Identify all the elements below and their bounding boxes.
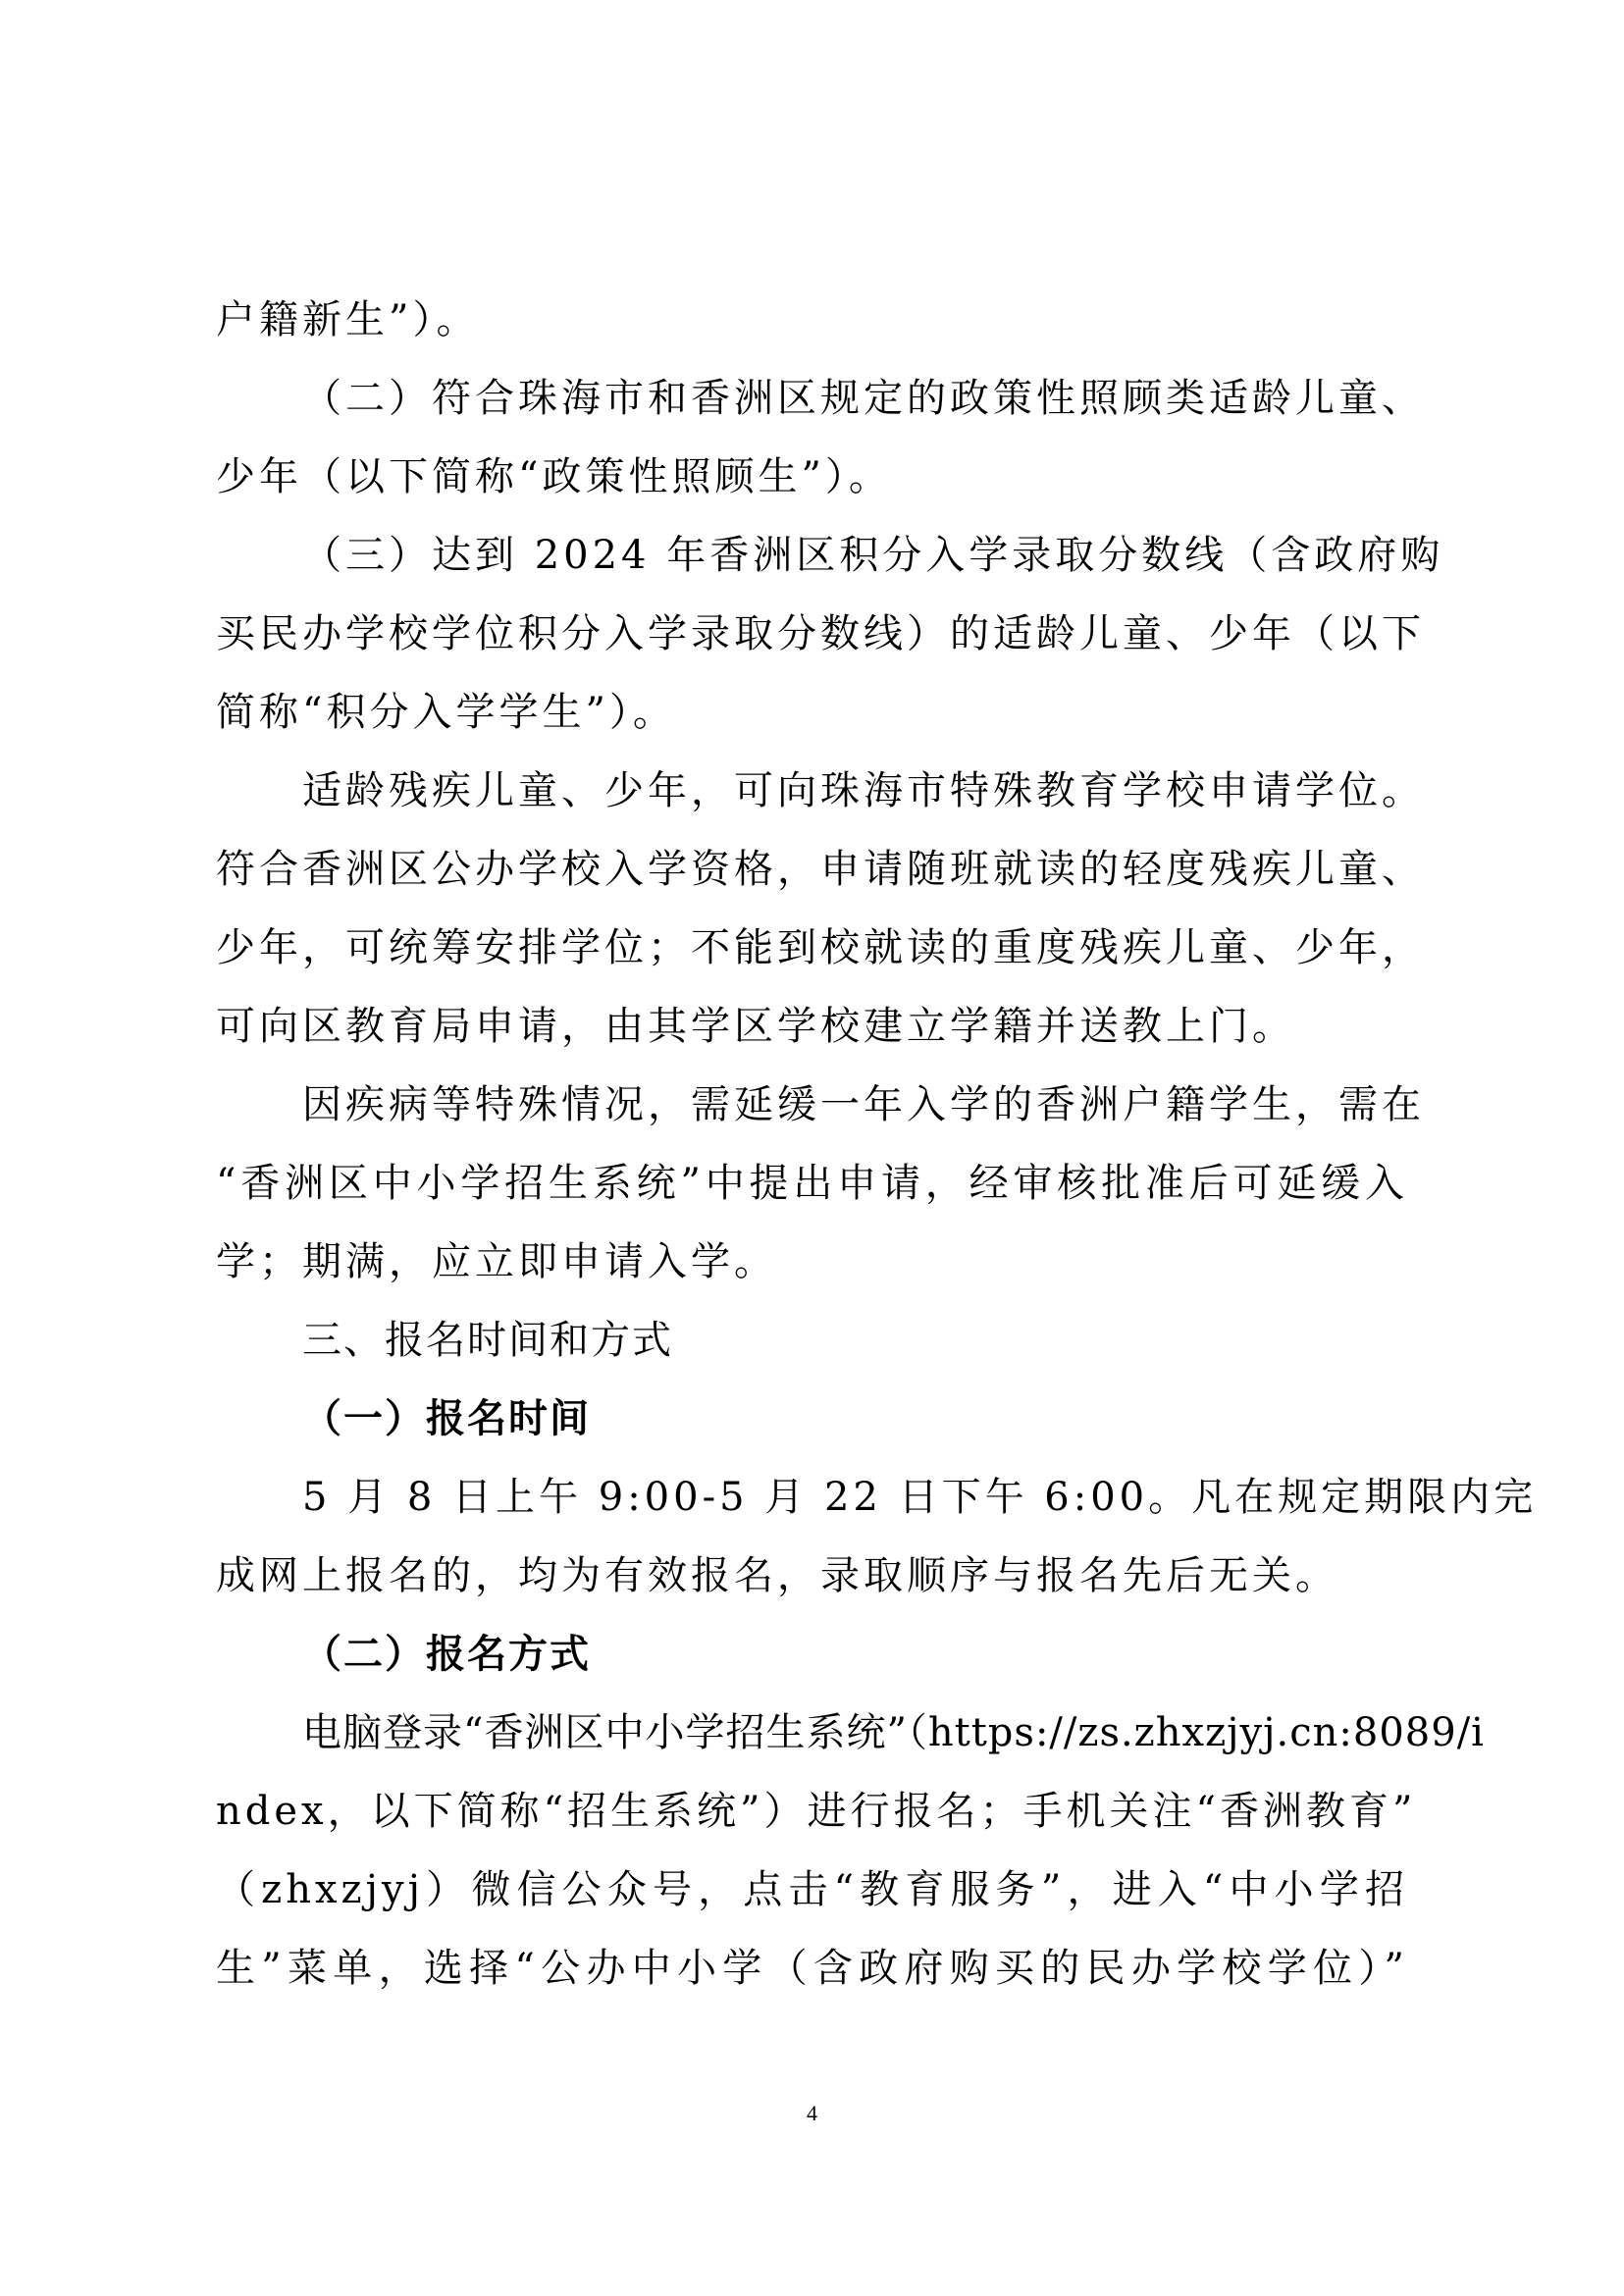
section-heading: 三、报名时间和方式 (302, 1318, 673, 1363)
paragraph-line: 成网上报名的，均为有效报名，录取顺序与报名先后无关。 (216, 1553, 1338, 1598)
subsection-heading: （一）报名时间 (302, 1396, 591, 1441)
paragraph-line: 买民办学校学位积分入学录取分数线）的适龄儿童、少年（以下 (216, 611, 1425, 656)
paragraph-line: （zhxzjyj）微信公众号，点击“教育服务”，进入“中小学招 (216, 1867, 1408, 1912)
paragraph-line: “香洲区中小学招生系统”中提出申请，经审核批准后可延缓入 (216, 1161, 1408, 1206)
paragraph-line: 生”菜单，选择“公办中小学（含政府购买的民办学校学位）” (216, 1946, 1408, 1991)
paragraph-line: 适龄残疾儿童、少年，可向珠海市特殊教育学校申请学位。 (302, 768, 1425, 813)
paragraph-line: 电脑登录“香洲区中小学招生系统”（https://zs.zhxzjyj.cn:8089/i (302, 1710, 1485, 1755)
paragraph-line: 因疾病等特殊情况，需延缓一年入学的香洲户籍学生，需在 (302, 1082, 1425, 1127)
page-number: 4 (807, 2101, 817, 2125)
paragraph-line: 少年（以下简称“政策性照顾生”）。 (216, 454, 892, 499)
paragraph-line: 简称“积分入学学生”）。 (216, 690, 676, 735)
paragraph-line: 符合香洲区公办学校入学资格，申请随班就读的轻度残疾儿童、 (216, 847, 1425, 892)
paragraph-line: 少年，可统筹安排学位；不能到校就读的重度残疾儿童、少年， (216, 925, 1425, 970)
paragraph-line: 可向区教育局申请，由其学区学校建立学籍并送教上门。 (216, 1004, 1295, 1049)
paragraph-line: ndex，以下简称“招生系统”）进行报名；手机关注“香洲教育” (216, 1789, 1417, 1834)
subsection-heading: （二）报名方式 (302, 1632, 591, 1677)
paragraph-line: 户籍新生”）。 (216, 297, 480, 342)
paragraph-line: （三）达到 2024 年香洲区积分入学录取分数线（含政府购 (302, 533, 1444, 578)
paragraph-line: （二）符合珠海市和香洲区规定的政策性照顾类适龄儿童、 (302, 376, 1425, 421)
paragraph-line: 学；期满，应立即申请入学。 (216, 1239, 777, 1284)
paragraph-line: 5 月 8 日上午 9:00-5 月 22 日下午 6:00。凡在规定期限内完 (302, 1475, 1538, 1520)
